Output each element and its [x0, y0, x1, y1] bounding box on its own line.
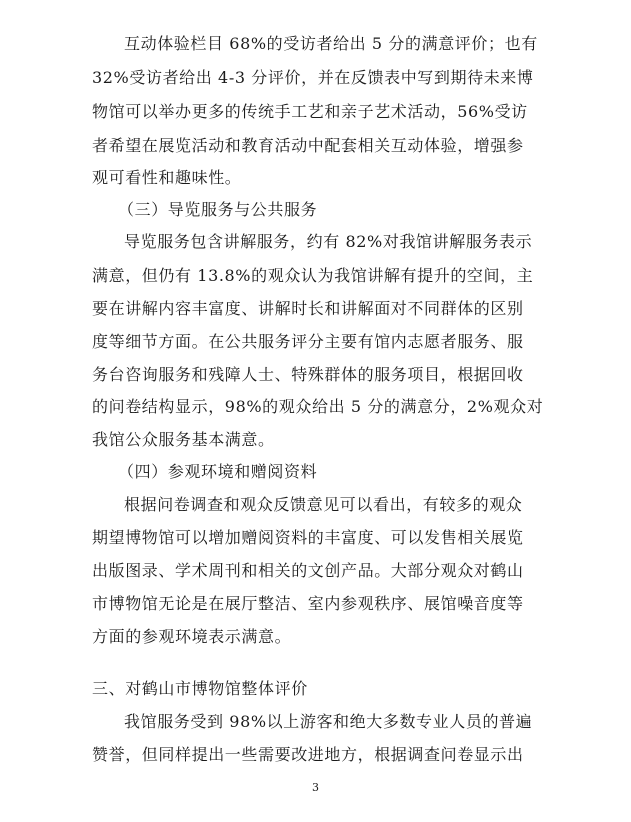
page-number: 3 — [312, 781, 319, 794]
paragraph-guided-line-3: 要在讲解内容丰富度、讲解时长和讲解面对不同群体的区别 — [92, 299, 524, 318]
paragraph-environment-line-5: 方面的参观环境表示满意。 — [92, 627, 292, 646]
paragraph-environment-line-3: 出版图录、学术周刊和相关的文创产品。大部分观众对鹤山 — [92, 561, 524, 580]
section-heading-environment: （四）参观环境和赠阅资料 — [118, 462, 318, 481]
paragraph-interactive-line-2: 32%受访者给出 4-3 分评价，并在反馈表中写到期待未来博 — [92, 68, 534, 87]
paragraph-guided-line-4: 度等细节方面。在公共服务评分主要有馆内志愿者服务、服 — [92, 332, 524, 351]
paragraph-guided-line-5: 务台咨询服务和残障人士、特殊群体的服务项目，根据回收 — [92, 365, 524, 384]
paragraph-interactive-line-4: 者希望在展览活动和教育活动中配套相关互动体验，增强参 — [92, 136, 524, 155]
paragraph-interactive-line-5: 观可看性和趣味性。 — [92, 168, 242, 187]
paragraph-environment-line-4: 市博物馆无论是在展厅整洁、室内参观秩序、展馆噪音度等 — [92, 594, 524, 613]
paragraph-guided-line-2: 满意，但仍有 13.8%的观众认为我馆讲解有提升的空间，主 — [92, 266, 534, 285]
paragraph-guided-line-6: 的问卷结构显示，98%的观众给出 5 分的满意分，2%观众对 — [92, 397, 544, 416]
paragraph-interactive-line-3: 物馆可以举办更多的传统手工艺和亲子艺术活动，56%受访 — [92, 102, 528, 121]
paragraph-interactive-line-1: 互动体验栏目 68%的受访者给出 5 分的满意评价；也有 — [124, 34, 538, 53]
paragraph-overall-line-1: 我馆服务受到 98%以上游客和绝大多数专业人员的普遍 — [124, 712, 533, 731]
section-heading-overall-evaluation: 三、对鹤山市博物馆整体评价 — [92, 679, 308, 698]
paragraph-overall-line-2: 赞誉，但同样提出一些需要改进地方，根据调查问卷显示出 — [92, 745, 524, 764]
paragraph-environment-line-1: 根据问卷调查和观众反馈意见可以看出，有较多的观众 — [124, 495, 523, 514]
paragraph-guided-line-1: 导览服务包含讲解服务，约有 82%对我馆讲解服务表示 — [124, 232, 533, 251]
paragraph-environment-line-2: 期望博物馆可以增加赠阅资料的丰富度、可以发售相关展览 — [92, 528, 524, 547]
section-heading-guided-service: （三）导览服务与公共服务 — [118, 200, 318, 219]
paragraph-guided-line-7: 我馆公众服务基本满意。 — [92, 430, 275, 449]
